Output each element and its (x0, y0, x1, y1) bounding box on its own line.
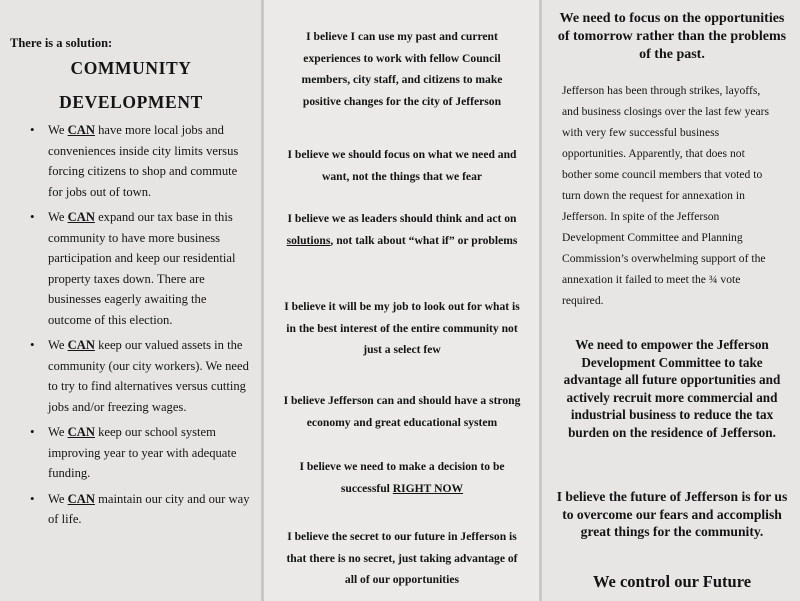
list-item: • We CAN have more local jobs and conveniences inside city limits versus forcing citizens to shop and commute for jobs out of town. (30, 120, 252, 202)
can-emphasis: CAN (67, 123, 95, 137)
can-emphasis: CAN (67, 491, 95, 506)
belief-experience: I believe I can use my past and current experiences to work with fellow Council members, city staff, and citizens to make positive changes for the city of Jefferson (301, 30, 503, 108)
heading-development: DEVELOPMENT (59, 92, 203, 112)
list-item: • We CAN keep our school system improving year to year with adequate funding. (30, 422, 252, 484)
list-item: • We CAN maintain our city and our way of life. (30, 489, 252, 530)
fold-line (539, 0, 542, 601)
intro-text: There is a solution: (10, 36, 113, 50)
can-emphasis: CAN (67, 338, 95, 352)
heading-community: COMMUNITY (70, 58, 192, 78)
belief-solutions: I believe we as leaders should think and act on solutions, not talk about “what if” or problems (286, 212, 518, 247)
fold-line (261, 0, 264, 601)
belief-secret: I believe the secret to our future in Jefferson is that there is no secret, just taking advantage of all of our opportunities (286, 530, 518, 586)
focus-heading: We need to focus on the opportunities of tomorrow rather than the problems of the past. (557, 11, 787, 62)
belief-economy: I believe Jefferson can and should have a strong economy and great educational system (283, 394, 521, 429)
empower-statement: We need to empower the Jefferson Development Committee to take advantage all future opportunities and actively recruit more commercial and industrial business to reduce the tax burden on the residence of Jefferson. (563, 337, 781, 440)
can-emphasis: CAN (67, 425, 95, 439)
belief-community: I believe it will be my job to look out for what is in the best interest of the entire community not just a select few (284, 300, 520, 356)
belief-focus: I believe we should focus on what we need and want, not the things that we fear (287, 148, 517, 183)
annexation-paragraph: Jefferson has been through strikes, layoffs, and business closings over the last few years with very few successful business opportunities. Apparently, that does not bother some council members that voted to turn down the request for annexation in Jefferson. In spite of the Jefferson Development Committee and Planning Commission’s overwhelming support of the annexation it failed to meet the ¾ vote required. (562, 84, 770, 307)
future-statement: I believe the future of Jefferson is for us to overcome our fears and accomplish great things for the community. (556, 489, 788, 539)
list-item: • We CAN keep our valued assets in the community (our city workers). We need to try to find alternatives versus cutting jobs and/or freezing wages. (30, 335, 252, 417)
control-slogan: We control our Future (592, 572, 752, 591)
can-emphasis: CAN (67, 210, 95, 224)
solution-list (30, 120, 252, 535)
belief-success: I believe we need to make a decision to be successful RIGHT NOW (299, 460, 505, 495)
list-item: • We CAN expand our tax base in this community to have more business participation and keep our residential property taxes down. There are businesses eagerly awaiting the outcome of this election. (30, 207, 252, 330)
